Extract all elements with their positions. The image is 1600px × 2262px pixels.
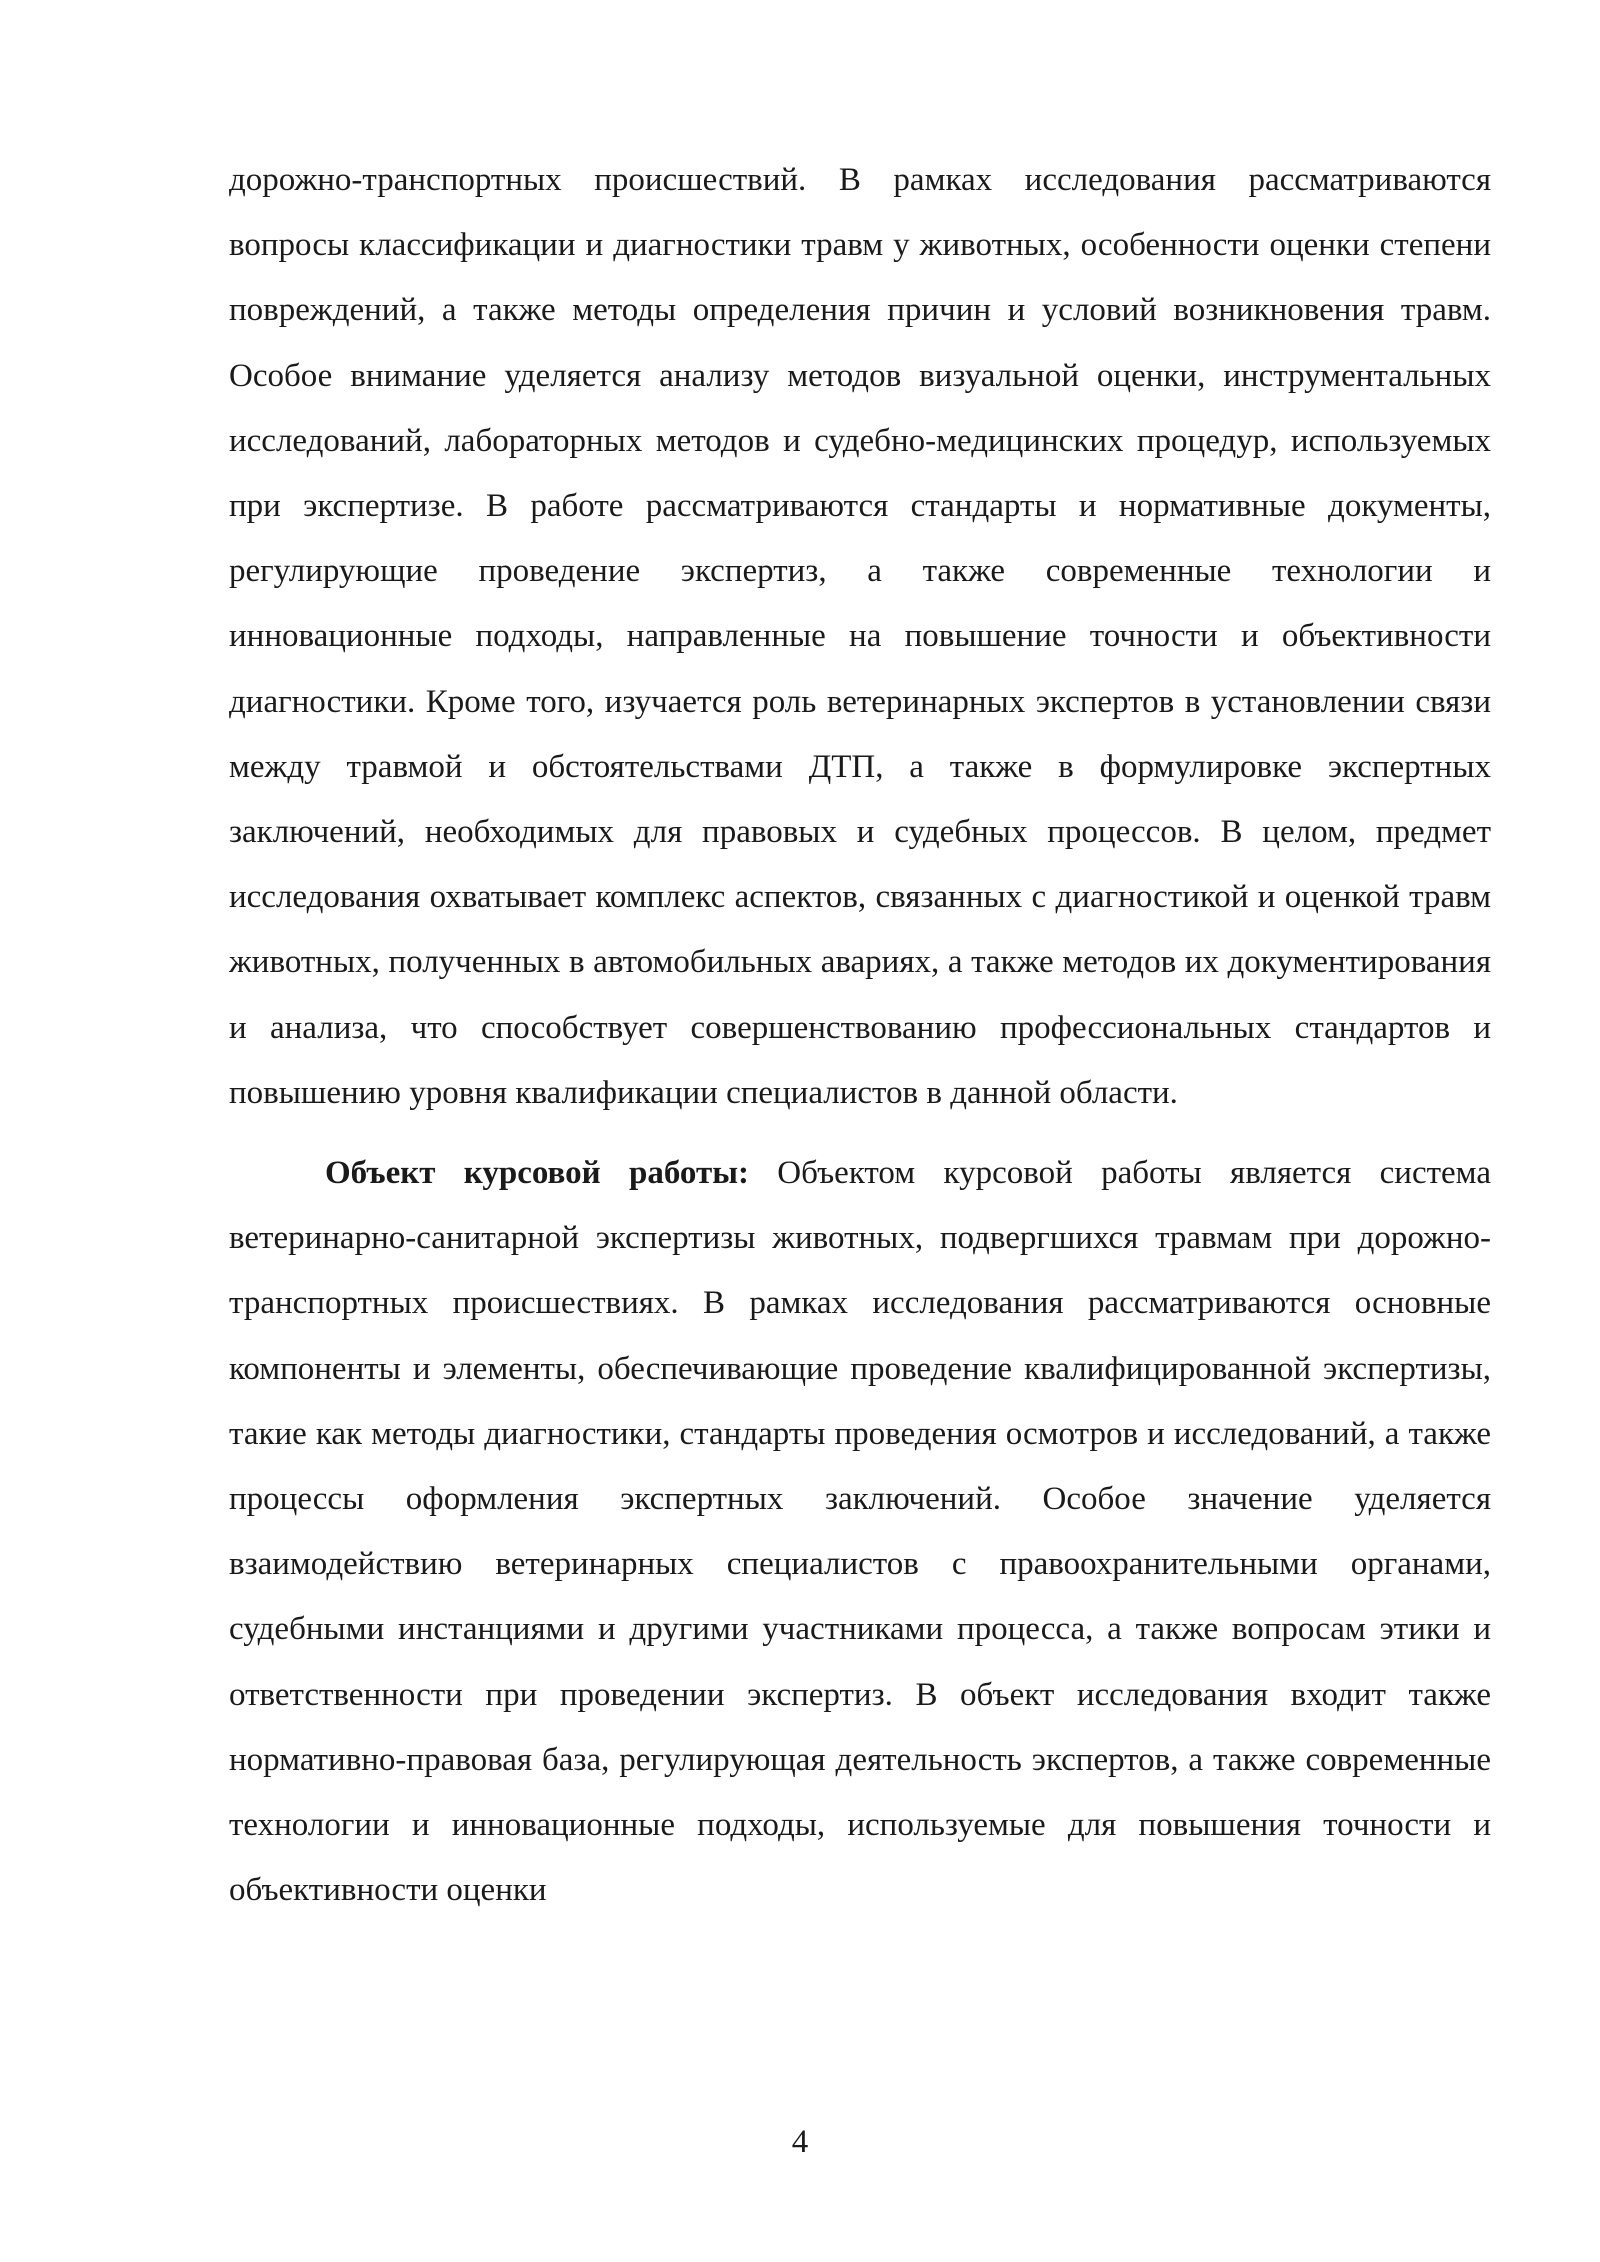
paragraph-course-object xyxy=(229,1141,1491,1923)
paragraph-text: Объектом курсовой работы является система ветеринарно-санитарной экспертизы животных, подвергшихся травмам при дорожно-транспортных происшествиях. В рамках исследования рассматриваются основные компоненты и элементы, обеспечивающие проведение квалифицированной экспертизы, такие как методы диагностики, стандарты проведения осмотров и исследований, а также процессы оформления экспертных заключений. Особое значение уделяется взаимодействию ветеринарных специалистов с правоохранительными органами, судебными инстанциями и другими участниками процесса, а также вопросам этики и ответственности при проведении экспертиз. В объект исследования входит также нормативно-правовая база, регулирующая деятельность экспертов, а также современные технологии и инновационные подходы, используемые для повышения точности и объективности оценки xyxy=(229,1155,1491,1909)
paragraph-heading: Объект курсовой работы: xyxy=(325,1155,749,1192)
page-number: 4 xyxy=(791,2124,809,2160)
body-text xyxy=(229,148,1491,1923)
paragraph-text: дорожно-транспортных происшествий. В рамках исследования рассматриваются вопросы классификации и диагностики травм у животных, особенности оценки степени повреждений, а также методы определения причин и условий возникновения травм. Особое внимание уделяется анализу методов визуальной оценки, инструментальных исследований, лабораторных методов и судебно-медицинских процедур, используемых при экспертизе. В работе рассматриваются стандарты и нормативные документы, регулирующие проведение экспертиз, а также современные технологии и инновационные подходы, направленные на повышение точности и объективности диагностики. Кроме того, изучается роль ветеринарных экспертов в установлении связи между травмой и обстоятельствами ДТП, а также в формулировке экспертных заключений, необходимых для правовых и судебных процессов. В целом, предмет исследования охватывает комплекс аспектов, связанных с диагностикой и оценкой травм животных, полученных в автомобильных авариях, а также методов их документирования и анализа, что способствует совершенствованию профессиональных стандартов и повышению уровня квалификации специалистов в данной области. xyxy=(229,162,1491,1111)
paragraph-subject-scope xyxy=(229,148,1491,1126)
